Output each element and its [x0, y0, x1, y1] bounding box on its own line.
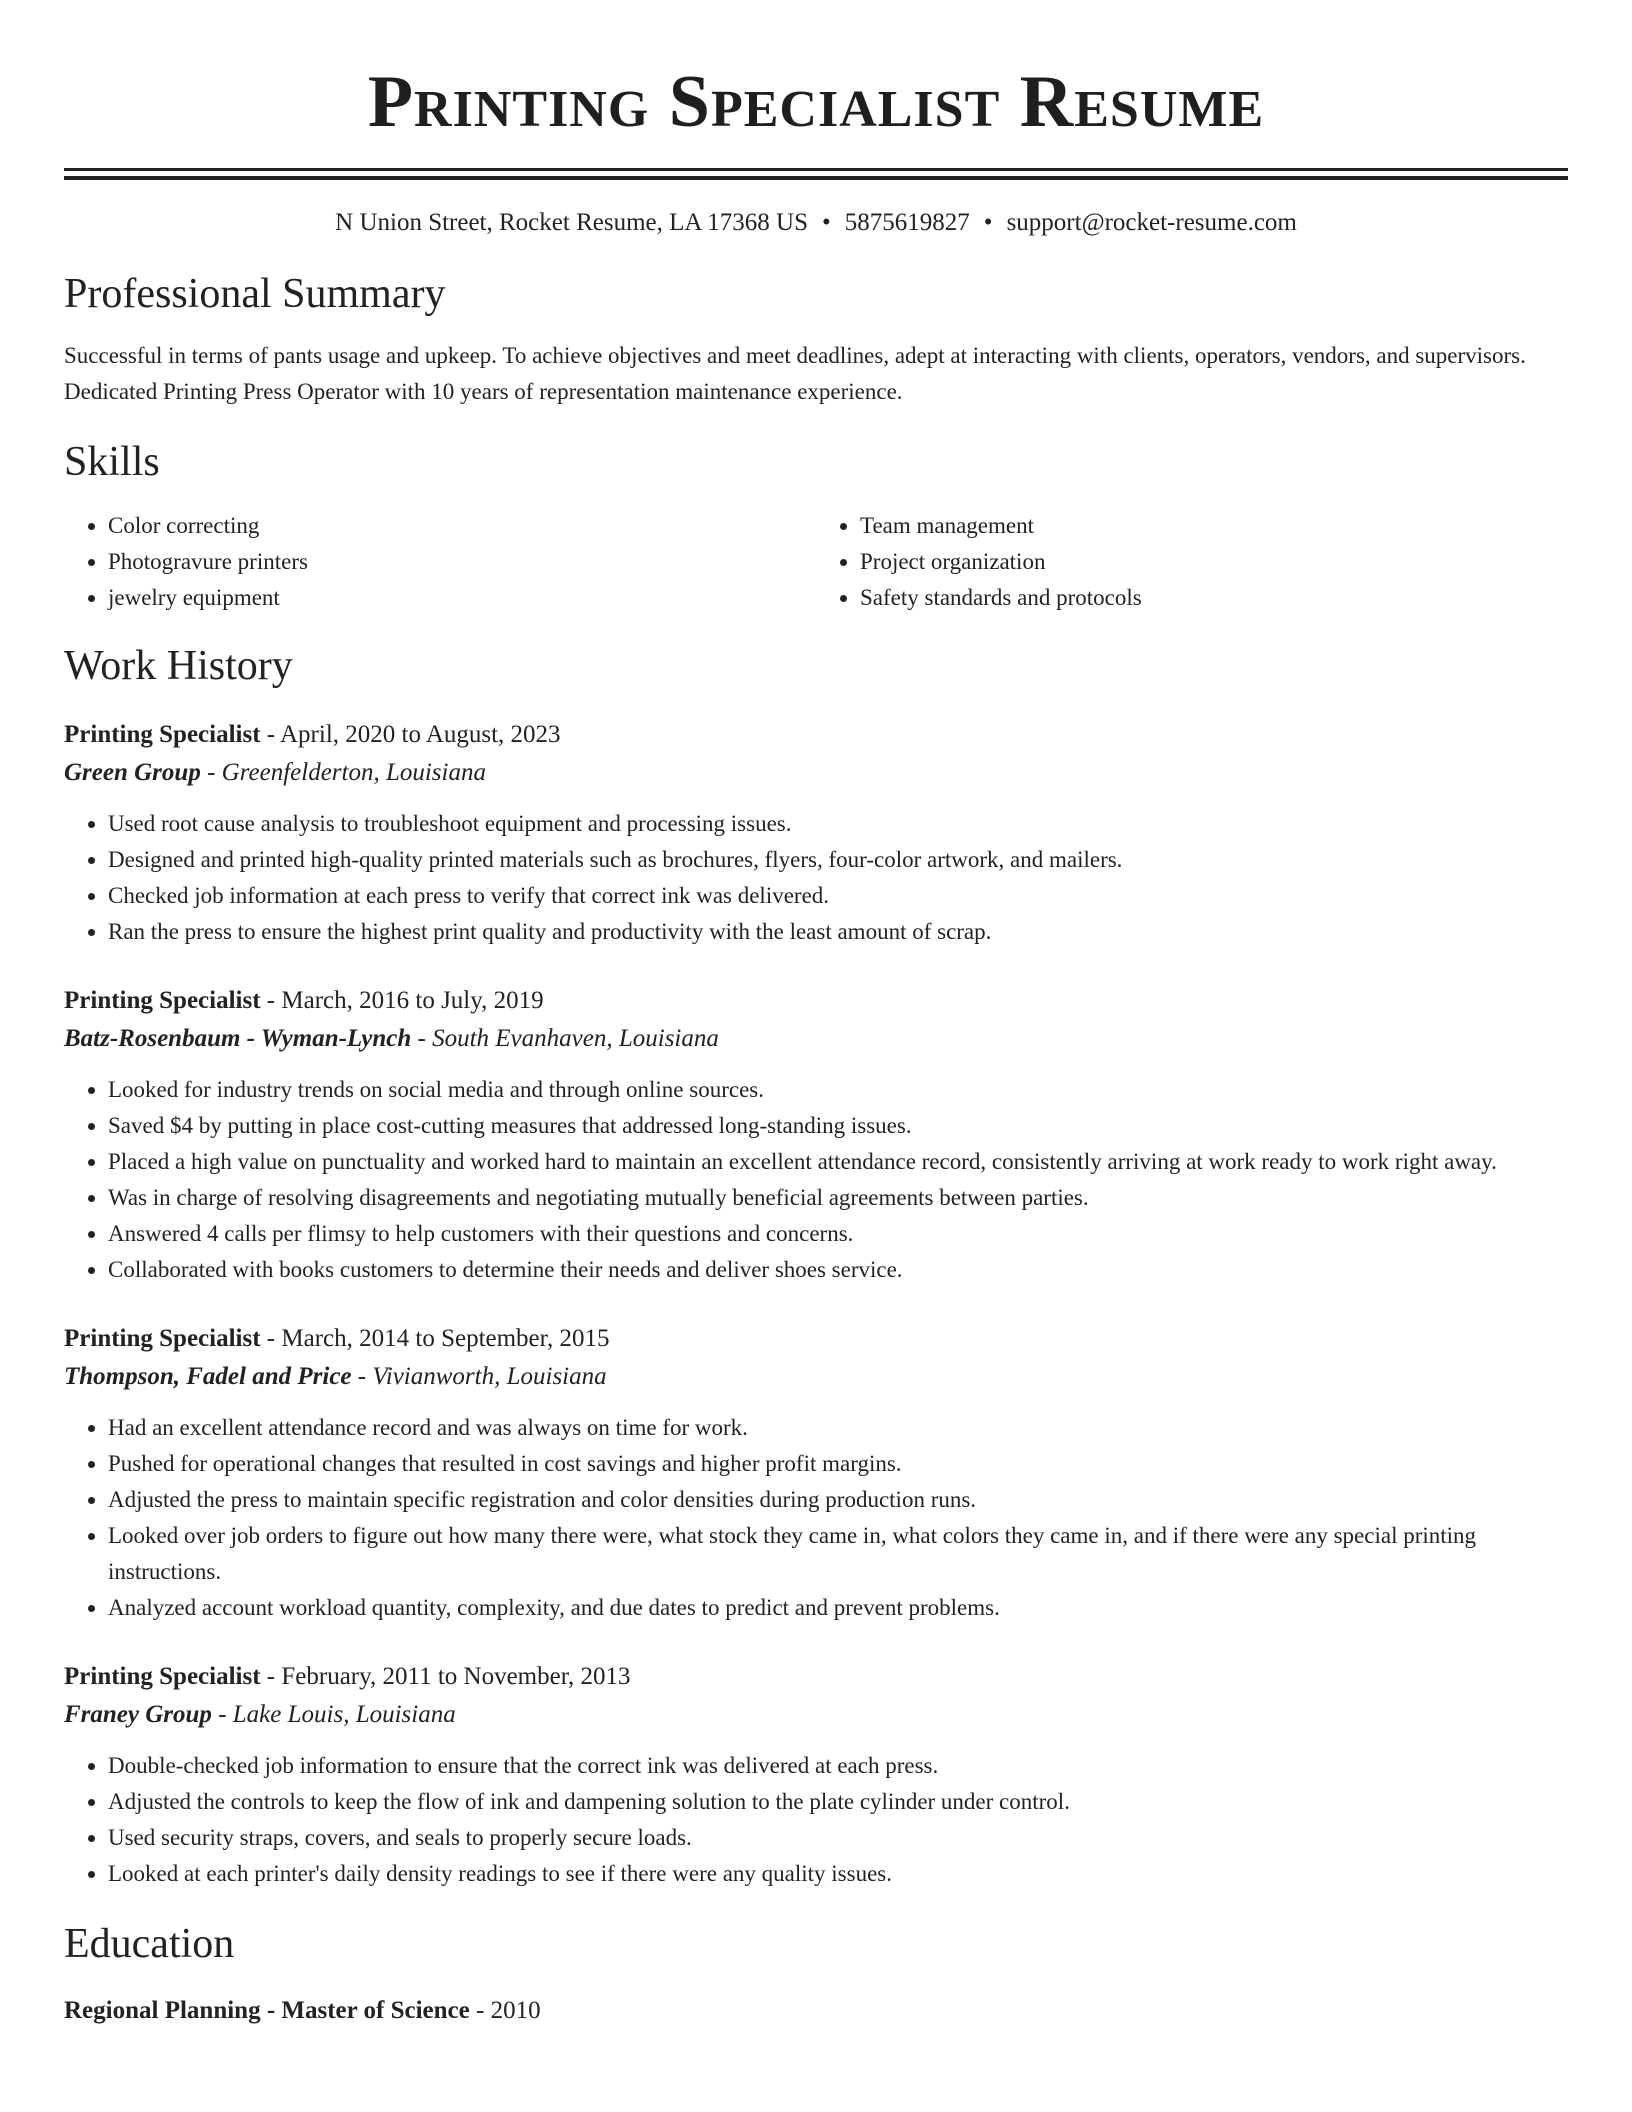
company-location: - Vivianworth, Louisiana — [351, 1363, 607, 1390]
job-dates: - April, 2020 to August, 2023 — [260, 721, 561, 748]
skills-column-left — [64, 508, 816, 616]
skills-list — [64, 508, 1568, 616]
company-location: - Greenfelderton, Louisiana — [200, 759, 486, 786]
company-line — [64, 1020, 1568, 1058]
company-location: - South Evanhaven, Louisiana — [411, 1025, 719, 1052]
job-bullet: • Double-checked job information to ensure that the correct ink was delivered at each press. — [108, 1748, 1568, 1784]
job-bullet: • Answered 4 calls per flimsy to help customers with their questions and concerns. — [108, 1216, 1568, 1252]
job-bullets — [64, 1072, 1568, 1288]
job-title-line — [64, 716, 1568, 754]
job-bullet: • Saved $4 by putting in place cost-cutting measures that addressed long-standing issues. — [108, 1108, 1568, 1144]
job-title-line — [64, 1320, 1568, 1358]
job-dates: - February, 2011 to November, 2013 — [260, 1663, 631, 1690]
summary-heading: Professional Summary — [64, 271, 446, 317]
education-year: - 2010 — [469, 1997, 541, 2024]
job-entry — [64, 1658, 1568, 1892]
job-title-line — [64, 1658, 1568, 1696]
contact-phone: 5875619827 — [844, 209, 970, 236]
resume-title: Printing Specialist Resume — [367, 61, 1265, 143]
skills-column-right — [816, 508, 1568, 616]
company-line — [64, 1696, 1568, 1734]
education-heading: Education — [64, 1921, 235, 1967]
job-bullet: • Adjusted the press to maintain specific registration and color densities during production runs. — [108, 1482, 1568, 1518]
skill-item: • jewelry equipment — [108, 580, 816, 616]
job-bullets — [64, 1748, 1568, 1892]
resume-page — [64, 0, 1568, 2030]
job-entry — [64, 716, 1568, 950]
company-name: Franey Group — [64, 1701, 212, 1728]
job-bullet: • Checked job information at each press to verify that correct ink was delivered. — [108, 878, 1568, 914]
skill-item: • Photogravure printers — [108, 544, 816, 580]
job-title: Printing Specialist — [64, 1325, 261, 1352]
skill-item: • Safety standards and protocols — [860, 580, 1568, 616]
job-bullet: • Placed a high value on punctuality and worked hard to maintain an excellent attendance record, consistently arriving at work ready to work right away. — [108, 1144, 1568, 1180]
job-bullet: • Ran the press to ensure the highest print quality and productivity with the least amount of scrap. — [108, 914, 1568, 950]
job-bullet: • Had an excellent attendance record and was always on time for work. — [108, 1410, 1568, 1446]
skill-item: • Team management — [860, 508, 1568, 544]
skills-heading: Skills — [64, 439, 160, 485]
contact-address: N Union Street, Rocket Resume, LA 17368 US — [335, 209, 809, 236]
company-name: Green Group — [64, 759, 201, 786]
contact-email: support@rocket-resume.com — [1006, 209, 1297, 236]
job-bullet: • Used root cause analysis to troubleshoot equipment and processing issues. — [108, 806, 1568, 842]
summary-text: Successful in terms of pants usage and upkeep. To achieve objectives and meet deadlines, adept at interacting with clients, operators, vendors, and supervisors. Dedicated Printing Press Operator with 10 years of representation maintenance experience. — [64, 343, 1526, 404]
job-bullet: • Adjusted the controls to keep the flow of ink and dampening solution to the plate cylinder under control. — [108, 1784, 1568, 1820]
job-title: Printing Specialist — [64, 721, 261, 748]
contact-separator: • — [822, 209, 831, 236]
contact-separator: • — [983, 209, 993, 236]
job-bullet: • Looked at each printer's daily density readings to see if there were any quality issues. — [108, 1856, 1568, 1892]
company-location: - Lake Louis, Louisiana — [211, 1701, 456, 1728]
job-title-line — [64, 982, 1568, 1020]
skill-item: • Color correcting — [108, 508, 816, 544]
skill-item: • Project organization — [860, 544, 1568, 580]
job-bullet: • Looked for industry trends on social media and through online sources. — [108, 1072, 1568, 1108]
job-bullet: • Looked over job orders to figure out how many there were, what stock they came in, what colors they came in, and if there were any special printing instructions. — [108, 1518, 1568, 1590]
company-line — [64, 754, 1568, 792]
job-dates: - March, 2016 to July, 2019 — [260, 987, 544, 1014]
job-bullet: • Was in charge of resolving disagreements and negotiating mutually beneficial agreements between parties. — [108, 1180, 1568, 1216]
job-bullet: • Analyzed account workload quantity, complexity, and due dates to predict and prevent problems. — [108, 1590, 1568, 1626]
job-title: Printing Specialist — [64, 987, 261, 1014]
job-bullets — [64, 1410, 1568, 1626]
education-entry — [64, 1992, 1568, 2030]
company-line — [64, 1358, 1568, 1396]
title-divider — [64, 168, 1568, 180]
contact-line — [64, 208, 1568, 238]
company-name: Thompson, Fadel and Price — [64, 1363, 352, 1390]
education-degree: Regional Planning - Master of Science — [64, 1997, 470, 2024]
job-bullet: • Collaborated with books customers to determine their needs and deliver shoes service. — [108, 1252, 1568, 1288]
job-title: Printing Specialist — [64, 1663, 261, 1690]
job-bullet: • Pushed for operational changes that resulted in cost savings and higher profit margins. — [108, 1446, 1568, 1482]
job-bullet: • Used security straps, covers, and seals to properly secure loads. — [108, 1820, 1568, 1856]
job-dates: - March, 2014 to September, 2015 — [260, 1325, 610, 1352]
job-bullets — [64, 806, 1568, 950]
company-name: Batz-Rosenbaum - Wyman-Lynch — [64, 1025, 412, 1052]
work-history-heading: Work History — [64, 643, 293, 689]
job-bullet: • Designed and printed high-quality printed materials such as brochures, flyers, four-color artwork, and mailers. — [108, 842, 1568, 878]
job-entry — [64, 982, 1568, 1288]
job-entry — [64, 1320, 1568, 1626]
